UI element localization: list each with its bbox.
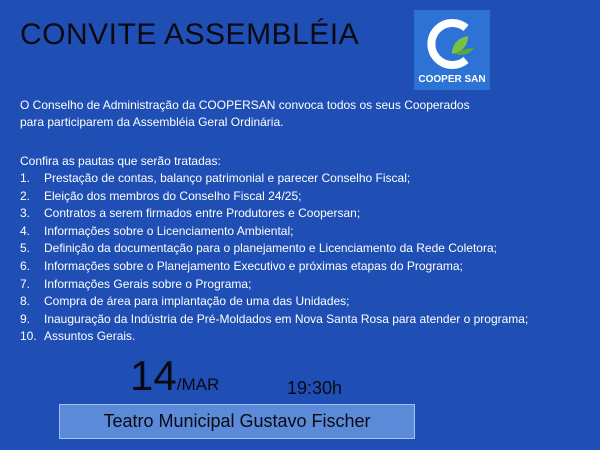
intro-line-2: para participarem da Assembléia Geral Ordinária. [20,115,284,129]
agenda-item-number: 3. [20,206,31,221]
event-venue [59,404,415,439]
agenda-item-text: Prestação de contas, balanço patrimonial e parecer Conselho Fiscal; [44,171,411,185]
agenda-item-number: 1. [20,171,31,185]
agenda-item-number: 5. [20,241,31,256]
agenda-item-text: Informações sobre o Planejamento Executivo e próximas etapas do Programa; [44,258,463,273]
coopersan-leaf-logo-icon [422,14,482,74]
event-day: 14 [130,352,177,399]
coopersan-logo [414,10,490,90]
agenda-item-text: Inauguração da Indústria de Pré-Moldados em Nova Santa Rosa para atender o programa; [44,311,529,326]
logo-text: COOPER SAN [418,74,486,85]
agenda-item-number: 10. [20,329,37,344]
venue-name: Teatro Municipal Gustavo Fischer [103,411,371,431]
agenda-item [20,170,595,188]
agenda-item [20,276,595,294]
agenda-item-number: 4. [20,223,31,238]
agenda-item [20,188,595,206]
agenda-item-text: Informações Gerais sobre o Programa; [44,276,252,291]
agenda-item-text: Definição da documentação para o planejamento e Licenciamento da Rede Coletora; [44,241,497,256]
agenda-list [20,170,595,346]
event-date [130,352,219,400]
agenda-heading: Confira as pautas que serão tratadas: [20,154,221,168]
agenda-item-number: 2. [20,188,31,203]
agenda-item [20,205,595,223]
intro-line-1: O Conselho de Administração da COOPERSAN convoca todos os seus Cooperados [20,98,470,112]
agenda-item-text: Informações sobre o Licenciamento Ambiental; [44,223,294,238]
agenda-item [20,258,595,276]
event-time: 19:30h [287,378,343,398]
agenda-item-text: Contratos a serem firmados entre Produtores e Coopersan; [44,206,361,221]
agenda-item-text: Eleição dos membros do Conselho Fiscal 24/25; [44,188,302,203]
agenda-item-text: Assuntos Gerais. [44,329,136,344]
agenda-item [20,311,595,329]
agenda-item-number: 9. [20,311,31,326]
intro-text [20,97,580,131]
agenda-item [20,293,595,311]
agenda-item [20,223,595,241]
page-title: CONVITE ASSEMBLÉIA [20,18,360,51]
agenda-item-number: 6. [20,258,31,273]
event-month: /MAR [176,375,220,394]
agenda-item-number: 7. [20,276,31,291]
agenda-item [20,240,595,258]
agenda-item [20,328,595,346]
agenda-item-number: 8. [20,294,31,309]
agenda-item-text: Compra de área para implantação de uma das Unidades; [44,294,350,309]
